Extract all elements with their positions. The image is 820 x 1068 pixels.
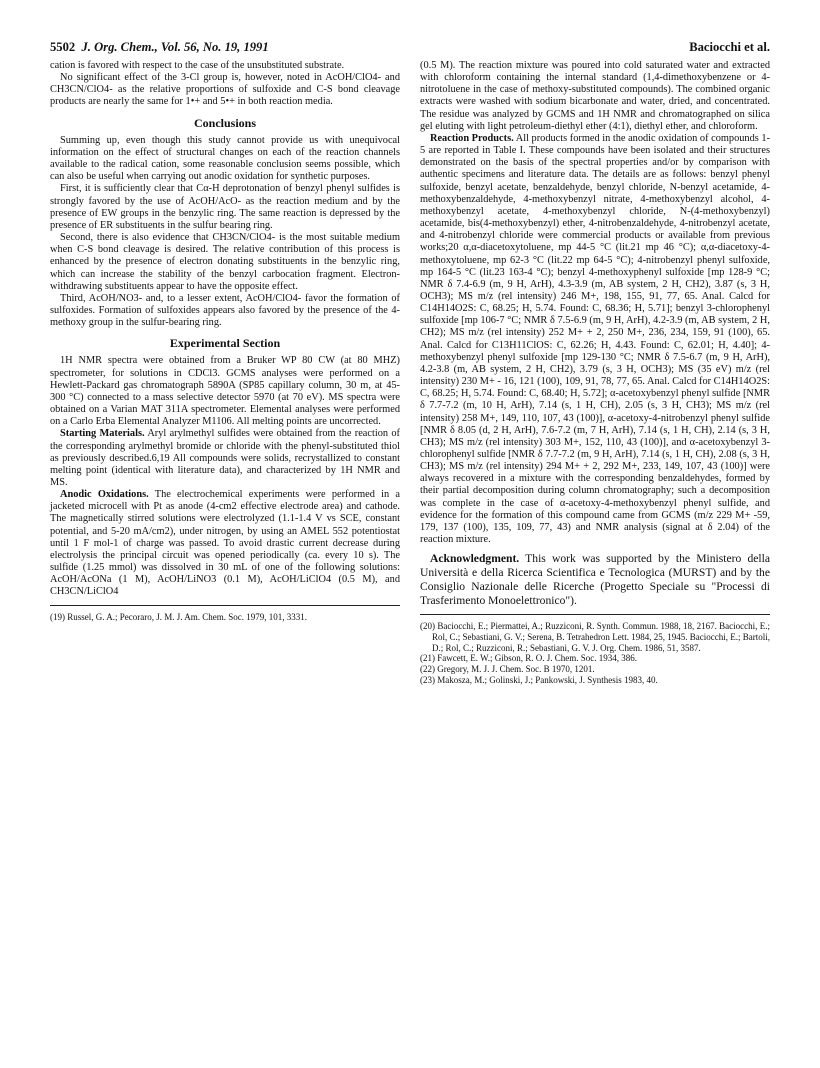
footnotes [420, 621, 770, 685]
acknowledgment: Acknowledgment. This work was supported by the Ministero della Università e della Ricerca Scientifica e Tecnologica (MURST) and by the Consiglio Nazionale delle Ricerche (Progetto Speciale su "Processi di Trasferimento Monoelettronico"). [420, 552, 770, 608]
paragraph: 1H NMR spectra were obtained from a Bruker WP 80 CW (at 80 MHZ) spectrometer, for solutions in CDCl3. GCMS analyses were performed on a Hewlett-Packard gas chromatograph 5890A (SP85 capillary column, 30 m, at 45-300 °C) connected to a mass selective detector 5970 (at 70 eV). MS spectra were obtained on a Varian MAT 311A spectrometer. Elemental analyses were performed on a Carlo Erba Elemental Analyzer M1106. All melting points are uncorrected. [50, 355, 400, 428]
right-column [420, 60, 770, 685]
page-number: 5502 [50, 40, 76, 54]
footnote: (22) Gregory, M. J. J. Chem. Soc. B 1970, 1201. [420, 664, 595, 675]
running-header [50, 40, 770, 56]
running-authors: Baciocchi et al. [689, 40, 770, 54]
run-in-heading: Acknowledgment. [430, 552, 520, 566]
run-in-heading: Reaction Products. [430, 132, 514, 144]
footnote-rule [50, 605, 400, 606]
paragraph: Reaction Products. All products formed in the anodic oxidation of compounds 1-5 are reported in Table I. These compounds have been isolated and their structures demonstrated on the basis of the spectral properties and/or by comparison with authentic specimens and literature data. The details are as follows: benzyl phenyl sulfoxide, benzyl acetate, benzaldehyde, benzyl chloride, N-benzyl acetamide, 4-methoxybenzaldehyde, 4-methoxybenzyl nitrate, 4-methoxybenzyl alcohol, 4-methoxybenzyl acetate, 4-methoxybenzyl chloride, N-(4-methoxybenzyl) acetamide, bis(4-methoxybenzyl) ether, 4-nitrobenzaldehyde, 4-nitrobenzyl acetate, and 4-nitrobenzyl chloride were commercial products or available from previous works;20 α,α-diacetoxytoluene, mp 44-5 °C (lit.21 mp 46 °C); α,α-diacetoxy-4-methoxytoluene, mp 62-3 °C (lit.22 mp 64-5 °C); 4-nitrobenzyl phenyl sulfoxide, mp 164-5 °C (lit.23 163-4 °C); benzyl 4-methoxyphenyl sulfoxide [mp 128-9 °C; NMR δ 7.4-6.9 (m, 9 H, ArH), 4.3-3.9 (m, AB system, 2 H, CH2), 3.87 (s, 3 H, OCH3); MS m/z (rel intensity) 246 M+, 198, 155, 91, 77, 65. Anal. Calcd for C14H14O2S: C, 68.25; H, 5.74. Found: C, 68.36; H, 5.71]; benzyl 3-chlorophenyl sulfoxide [mp 106-7 °C; NMR δ 7.5-6.9 (m, 9 H, ArH), 4.2-3.9 (m, AB system, 2 H, CH2); MS m/z (rel intensity) 252 M+ + 2, 250 M+, 236, 234, 159, 91 (100), 65. Anal. Calcd for C13H11ClOS: C, 62.26; H, 4.43. Found: C, 62.01; H, 4.40]; 4-methoxybenzyl phenyl sulfoxide [mp 129-130 °C; NMR δ 7.5-6.7 (m, 9 H, ArH), 4.2-3.8 (m, AB system, 2 H, CH2), 3.79 (s, 3 H, OCH3); MS (35 eV) m/z (rel intensity) 230 M+ - 16, 121 (100), 109, 91, 78, 77, 65. Anal. Calcd for C14H14O2S: C, 68.25; H, 5.74. Found: C, 68.40; H, 5.72]; α-acetoxybenzyl phenyl sulfide [NMR δ 7.7-7.2 (m, 10 H, ArH), 7.14 (s, 1 H, CH), 2.05 (s, 3 H, CH3); MS m/z (rel intensity) 258 M+, 149, 110, 107, 43 (100)], α-acetoxy-4-nitrobenzyl phenyl sulfide [NMR δ 8.05 (d, 2 H, ArH), 7.6-7.2 (m, 7 H, ArH), 7.14 (s, 1 H, CH), 2.14 (s, 3 H, CH3); MS m/z (rel intensity) 303 M+, 152, 110, 43 (100)], and α-acetoxybenzyl 3-chlorophenyl sulfide [NMR δ 7.7-7.2 (m, 9 H, ArH), 7.14 (s, 1 H, CH), 2.08 (s, 3 H, CH3); MS m/z (rel intensity) 294 M+ + 2, 292 M+, 233, 149, 107, 43 (100)] were always recovered in a mixture with the corresponding benzaldehydes, formed by their partial decomposition during column chromatography; such a decomposition was complete in the case of α-acetoxy-4-methoxybenzyl phenyl sulfide, and evidence for the formation of this compound came from GCMS (m/z 229 M+ -59, 179, 137 (100), 135, 109, 77, 43) and NMR analysis (signal at δ 2.04) of the reaction mixture. [420, 132, 771, 546]
paragraph: Second, there is also evidence that CH3CN/ClO4- is the most suitable medium when C-S bond cleavage is desired. The relative contribution of this process is enhanced by the presence of electron donating substituents in the benzylic ring, which can increase the stability of the benzyl carbocation fragment. Electron-withdrawing substituents appear to have the opposite effect. [50, 232, 400, 292]
paragraph: Summing up, even though this study cannot provide us with unequivocal information on the effect of structural changes on each of the reaction channels available to the radical cation, some reasonable conclusion seems possible, which can also be useful when carrying out anodic oxidation for synthetic purposes. [50, 134, 400, 183]
left-column [50, 60, 400, 622]
paragraph: Starting Materials. Aryl arylmethyl sulfides were obtained from the reaction of the corresponding arylmethyl bromide or chloride with the phenyl-substituted thiol as previously described.6,19 All compounds were solids, recrystallized to constant melting point (identical with literature data), and characterized by 1H NMR and MS. [50, 428, 400, 488]
paragraph: (0.5 M). The reaction mixture was poured into cold saturated water and extracted with chloroform containing the internal standard (1,4-dimethoxybenzene or 4-nitrotoluene in the case of methoxy-substituted compounds). The combined organic extracts were washed with sodium bicarbonate and water, dried, and concentrated. The residue was analyzed by GCMS and 1H NMR and chromatographed on silica gel eluting with light petroleum-diethyl ether (4:1), diethyl ether, and chloroform. [420, 60, 770, 132]
paragraph: Third, AcOH/NO3- and, to a lesser extent, AcOH/ClO4- favor the formation of sulfoxides. Formation of sulfoxides appears also favored by the presence of the 4-methoxy group in the sulfur-bearing ring. [50, 292, 400, 329]
footnote: (19) Russel, G. A.; Pecoraro, J. M. J. Am. Chem. Soc. 1979, 101, 3331. [50, 611, 307, 622]
paragraph: Anodic Oxidations. The electrochemical experiments were performed in a jacketed microcell with Pt as anode (4-cm2 effective electrode area) and cathode. The magnetically stirred solutions were electrolyzed (1.1-1.4 V vs SCE, constant potential, and 5-20 mA/cm2), under nitrogen, by using an AMEL 552 potentiostat until 1 F mol-1 of charge was passed. To avoid drastic current decrease during electrolysis the principal circuit was opened periodically (ca. every 10 s). The sulfide (1.25 mmol) was dissolved in 30 mL of one of the following solutions: AcOH/AcONa (1 M), AcOH/LiNO3 (0.1 M), AcOH/LiClO4 (0.5 M), and CH3CN/LiClO4 [50, 489, 401, 598]
footnotes [50, 612, 400, 623]
run-in-heading: Anodic Oxidations. [60, 489, 149, 501]
paragraph: cation is favored with respect to the case of the unsubstituted substrate. [50, 60, 345, 71]
section-heading-experimental: Experimental Section [169, 336, 281, 351]
journal-citation: J. Org. Chem., Vol. 56, No. 19, 1991 [81, 40, 269, 54]
footnote-rule [420, 614, 770, 615]
run-in-heading: Starting Materials. [60, 428, 145, 440]
paragraph: First, it is sufficiently clear that Cα-H deprotonation of benzyl phenyl sulfides is strongly favored by the use of AcOH/AcO- as the reaction medium and by the presence of EW groups in the benzylic ring. The same reaction is depressed by the presence of ER substituents in the sulfur bearing ring. [50, 183, 400, 231]
footnote: (20) Baciocchi, E.; Piermattei, A.; Ruzziconi, R. Synth. Commun. 1988, 18, 2167. Baciocchi, E.; Rol, C.; Sebastiani, G. V.; Serena, B. Tetrahedron Lett. 1984, 25, 1945. Baciocchi, E.; Bartoli, D.; Rol, C.; Ruzziconi, R.; Sebastiani, G. V. J. Org. Chem. 1986, 51, 3587. [420, 621, 770, 653]
footnote: (23) Makosza, M.; Golinski, J.; Pankowski, J. Synthesis 1983, 40. [420, 674, 658, 685]
section-heading-conclusions: Conclusions [193, 115, 257, 130]
footnote: (21) Fawcett, E. W.; Gibson, R. O. J. Chem. Soc. 1934, 386. [420, 653, 637, 664]
paragraph: No significant effect of the 3-Cl group is, however, noted in AcOH/ClO4- and CH3CN/ClO4- as the relative proportions of sulfoxide and C-S bond cleavage products are nearly the same for 1•+ and 5•+ in both reaction media. [50, 72, 400, 108]
